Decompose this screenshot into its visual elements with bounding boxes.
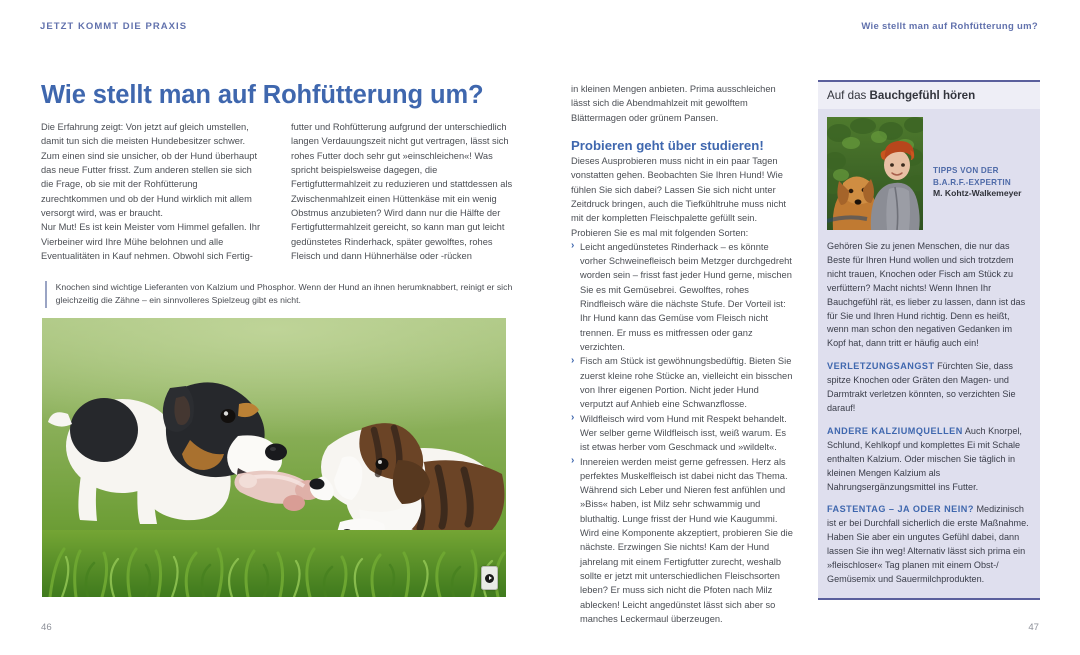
puppies-photo (42, 318, 506, 597)
sidebar-paragraph (827, 360, 1031, 416)
play-glyph (485, 574, 494, 583)
paragraph: Die Erfahrung zeigt: Von jetzt auf gleich umstellen, damit tun sich die meisten Hundebesitzer schwer. Zum einen sind sie unsicher, ob der Hund überhaupt das neue Futter frisst. Zum anderen stellen sie sich die Frage, ob sie mit der Rohfütterung zurechtkommen und ob der Hund wirklich mit allem versorgt wird, was er braucht. (41, 122, 258, 218)
puppies-photo-illustration (42, 318, 506, 597)
sidebar-lead-in: ANDERE KALZIUMQUELLEN (827, 425, 963, 436)
sidebar-heading-bold: Bauchgefühl hören (869, 89, 976, 102)
list-item: › Innereien werden meist gerne gefressen. Herz als perfektes Muskelfleisch ist dabei nicht das Thema. Während sich Leber und Nieren fest anfühlen und »Biss« haben, ist Milz sehr schwammig und bluthaltig. Lunge frisst der Hund wie Kaugummi. Wird eine Komponente akzeptiert, probieren Sie die nächste. Erzwingen Sie nichts! Kam der Hund jahrelang mit einem Fertigfutter zurecht, weshalb sollte er jetzt mit unterschiedlichen Fleischsorten leben? Er muss sich nicht die Pfoten nach Milz ablecken! Leicht angedünstet lässt sich aber so manches Leckermaul überzeugen. (571, 455, 793, 627)
expert-role: B.A.R.F.-EXPERTIN (933, 177, 1011, 187)
expert-portrait-illustration (827, 117, 923, 230)
paragraph: in kleinen Mengen anbieten. Prima ausschleichen lässt sich die Abendmahlzeit mit gewolftem Blättermagen oder grünem Pansen. (571, 84, 776, 123)
caption-rule (45, 281, 47, 308)
sidebar-paragraph (827, 503, 1031, 586)
phone-play-icon[interactable] (481, 566, 498, 590)
running-head-right: Wie stellt man auf Rohfütterung um? (861, 21, 1038, 32)
sidebar-paragraph (827, 240, 1031, 351)
expert-tips-label: TIPPS VON DER (933, 166, 999, 175)
sidebar-paragraph-text: Gehören Sie zu jenen Menschen, die nur das Beste für Ihren Hund wollen und sich trotzdem nicht trauen, Knochen oder Fisch am Stück zu verfüttern? Macht nichts! Wenn Ihnen Ihr Bauchgefühl rät, es lieber zu lassen, dann ist das für Sie und Ihren Hund richtig. Denn es heißt, wenn man schon den negativen Gedanken im Kopf hat, dann tritt er häufig auch ein! (827, 241, 1026, 349)
food-type-list (571, 240, 793, 626)
sidebar-paragraph-text: Auch Knorpel, Schlund, Kehlkopf und komplettes Ei mit Schale enthalten Kalzium. Oder mischen Sie täglich in kleinen Mengen Kalzium als Nahrungsergänzungsmittel ins Futter. (827, 425, 1022, 492)
list-item: › Fisch am Stück ist gewöhnungsbedüftig. Bieten Sie zuerst kleine rohe Stücke an, vielleicht ein bisschen von Ihrer eigenen Portion. Nicht jeder Hund verputzt auf Anhieb eine Schwanzflosse. (571, 354, 793, 411)
sidebar-paragraph (827, 425, 1031, 495)
paragraph: futter und Rohfütterung aufgrund der unterschiedlich langen Verdauungszeit nicht gut vertragen, lässt sich rohes Futter doch sehr gut »einschleichen«! Was spricht beispielsweise dagegen, die Fertigfuttermahlzeit zu reduzieren und stattdessen als Zwischenmahlzeit einen Hüttenkäse mit ein wenig Obstmus anzubieten? Wird dann nur die Hälfte der Fertigfuttermahlzeit gereicht, so kann man gut leicht gedünstetes Rinderhack, später gewolftes, rohes Fleisch und dann Hühnerhälse oder -rücken (291, 122, 513, 261)
paragraph: Dieses Ausprobieren muss nicht in ein paar Tagen vonstatten gehen. Beobachten Sie Ihren Hund! Wie fühlen Sie sich dabei? Lassen Sie sich nicht unter Zeitdruck bringen, auch die Tiefkühltruhe muss nicht mit der kompletten Fleischpalette gefüllt sein. Probieren Sie es mal mit folgenden Sorten: (571, 155, 786, 238)
sidebar-body (818, 109, 1040, 598)
section-subheading: Probieren geht über studieren! (571, 137, 764, 153)
sidebar-paragraph-text: Fürchten Sie, dass spitze Knochen oder Gräten den Magen- und Darmtrakt verletzen könnten, so verzichten Sie darauf! (827, 361, 1016, 413)
expert-tips-sidebar (818, 80, 1040, 600)
list-item: › Leicht angedünstetes Rinderhack – es könnte vorher Schweinefleisch beim Metzger durchgedreht worden sein – frisst fast jeder Hund gerne, mischen Sie es mit Gemüsebrei. Gewolftes, rohes Rindfleisch wäre die nächste Stufe. Der Vorteil ist: Ihr Hund kann das Gemüse vom Fleisch nicht trennen. Er muss es mitfressen oder ganz verzichten. (571, 240, 793, 355)
expert-name: M. Kohtz-Walkemeyer (933, 188, 1022, 199)
page-number-right: 47 (1028, 622, 1039, 633)
page-title: Wie stellt man auf Rohfütterung um? (41, 81, 484, 110)
list-item: › Wildfleisch wird vom Hund mit Respekt behandelt. Wer selber gerne Wildfleisch isst, weiß warum. Es ist etwas herber vom Geschmack und »wildelt«. (571, 412, 793, 455)
sidebar-lead-in: VERLETZUNGSANGST (827, 361, 935, 372)
expert-credit (827, 117, 1031, 230)
sidebar-heading-prefix: Auf das (827, 89, 870, 102)
page-number-left: 46 (41, 622, 52, 633)
paragraph: Nur Mut! Es ist kein Meister vom Himmel gefallen. Ihr Vierbeiner wird Ihre Mühe belohnen und alle Eventualitäten in Kauf nehmen. Obwohl sich Fertig- (41, 222, 261, 261)
expert-meta (933, 117, 1022, 200)
sidebar-heading (818, 80, 1040, 109)
body-column-2 (291, 120, 519, 263)
caption-text: Knochen sind wichtige Lieferanten von Kalzium und Phosphor. Wenn der Hund an ihnen herumknabbert, reinigt er sich gleichzeitig die Zähne – ein sinnvolleres Spielzeug gibt es nicht. (55, 282, 513, 306)
sidebar-lead-in: FASTENTAG – JA ODER NEIN? (827, 504, 974, 515)
body-column-1 (41, 120, 266, 263)
figure-caption (45, 281, 545, 308)
sidebar-paragraph-text: Medizinisch ist er bei Durchfall sicherlich die erste Maßnahme. Haben Sie aber ein ungutes Gefühl dabei, dann lassen Sie ihn weg! Alternativ lässt sich prima ein »fleischloser« Tag planen mit einem Obst-/ Gemüsemix und Sauermilchprodukten. (827, 504, 1029, 584)
running-head-left: JETZT KOMMT DIE PRAXIS (40, 21, 188, 32)
expert-portrait (827, 117, 923, 230)
body-column-3 (571, 82, 793, 626)
